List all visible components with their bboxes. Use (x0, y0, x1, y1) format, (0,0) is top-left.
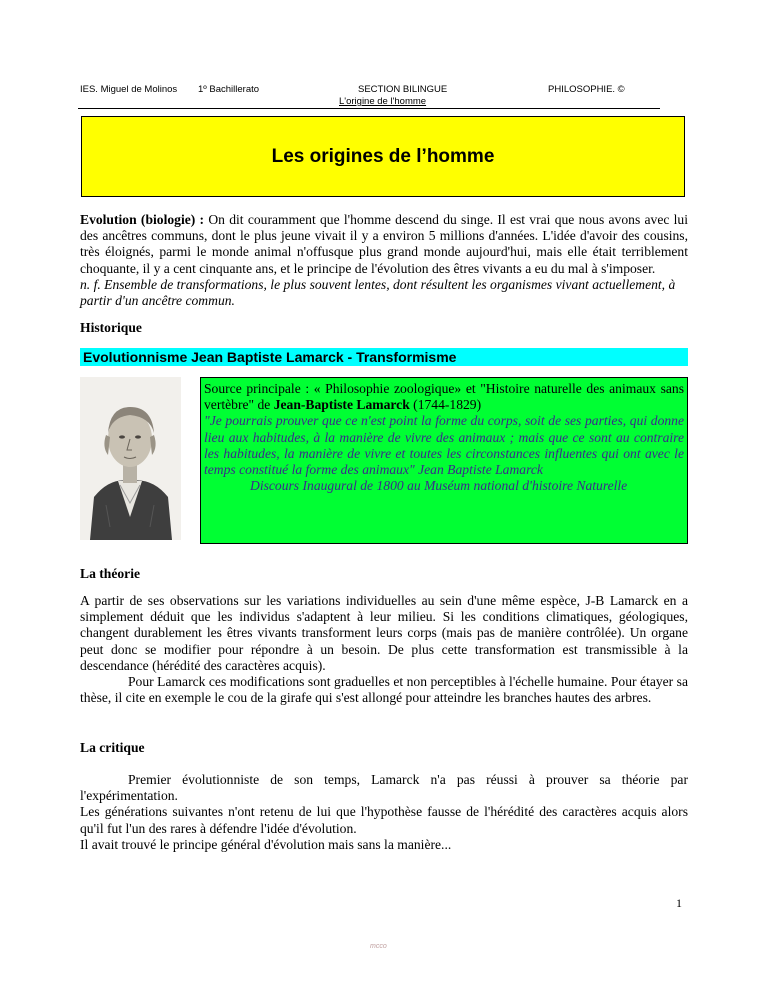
header-rule (78, 108, 660, 109)
discours-line: Discours Inaugural de 1800 au Muséum national d'histoire Naturelle (250, 478, 628, 494)
header-section: SECTION BILINGUE (358, 84, 448, 95)
source-intro: Source principale : « Philosophie zoologique» et "Histoire naturelle des animaux sans vertèbre" de (204, 381, 684, 413)
footer-mark: mcco (370, 943, 387, 950)
header-school: IES. Miguel de Molinos (80, 84, 178, 95)
historique-heading: Historique (80, 320, 142, 335)
header-level: 1º Bachillerato (198, 84, 260, 95)
critique-block (80, 772, 688, 853)
theorie-paragraph-1: A partir de ses observations sur les variations individuelles au sein d'une même espèce, J-B Lamarck en a simplement déduit que les individus s'adaptent à leur milieu. Si les conditions climatiques, géologiques, changent durablement les êtres vivants transforment leurs corps (mais pas de manière contrôlée). Un organe peut donc se modifier pour répondre à un besoin. De plus cette transformation est transmissible à la descendance (hérédité des caractères acquis). (80, 593, 688, 673)
theorie-heading: La théorie (80, 566, 141, 581)
theorie-block (80, 593, 688, 706)
title-box (81, 116, 685, 197)
theorie-paragraph-2: Pour Lamarck ces modifications sont graduelles et non perceptibles à l'échelle humaine. Pour étayer sa thèse, il cite en exemple le cou de la girafe qui s'est allongé pour atteindre les branches hautes des arbres. (80, 674, 688, 706)
source-author: Jean-Baptiste Lamarck (273, 397, 410, 413)
section-bar: Evolutionnisme Jean Baptiste Lamarck - Transformisme (80, 348, 688, 366)
header-subtitle: L'origine de l'homme (339, 96, 427, 107)
critique-paragraph-2: Les générations suivantes n'ont retenu de lui que l'hypothèse fausse de l'hérédité des caractères acquis alors qu'il fut l'un des rares à défendre l'idée d'évolution. (80, 804, 688, 836)
source-box (200, 377, 688, 544)
header-subject: PHILOSOPHIE. © (548, 84, 625, 95)
critique-heading: La critique (80, 740, 145, 755)
page-title: Les origines de l’homme (271, 145, 495, 167)
definition-text: On dit couramment que l'homme descend du singe. Il est vrai que nous avons avec lui des ancêtres communs, dont le plus jeune vivait il y a environ 5 millions d'années. L'idée d'avoir des cousins, très éloignés, parmi le monde animal n'offusque plus grand monde aujourd'hui, mais elle était terriblement choquante, il y a cent cinquante ans, et le principe de l'évolution des êtres vivants a eu du mal à s'imposer. (80, 212, 688, 276)
critique-paragraph-1: Premier évolutionniste de son temps, Lamarck n'a pas réussi à prouver sa théorie par l'expérimentation. (80, 772, 688, 804)
definition-italic: n. f. Ensemble de transformations, le plus souvent lentes, dont résultent les organismes vivant actuellement, à partir d'un ancêtre commun. (80, 276, 676, 309)
page-number: 1 (676, 896, 682, 910)
definition-block (80, 212, 688, 309)
critique-paragraph-3: Il avait trouvé le principe général d'évolution mais sans la manière... (80, 836, 452, 852)
source-dates: (1744-1829) (409, 397, 482, 413)
definition-term: Evolution (biologie) : (80, 212, 205, 227)
lamarck-portrait (80, 377, 181, 540)
lamarck-quote: "Je pourrais prouver que ce n'est point la forme du corps, soit de ses parties, qui donne lieu aux habitudes, à la manière de vivre des animaux ; mais que ce sont au contraire les habitudes, la manière de vivre et toutes les circonstances influentes qui ont avec le temps constitué la forme des animaux" Jean Baptiste Lamarck (204, 413, 684, 478)
